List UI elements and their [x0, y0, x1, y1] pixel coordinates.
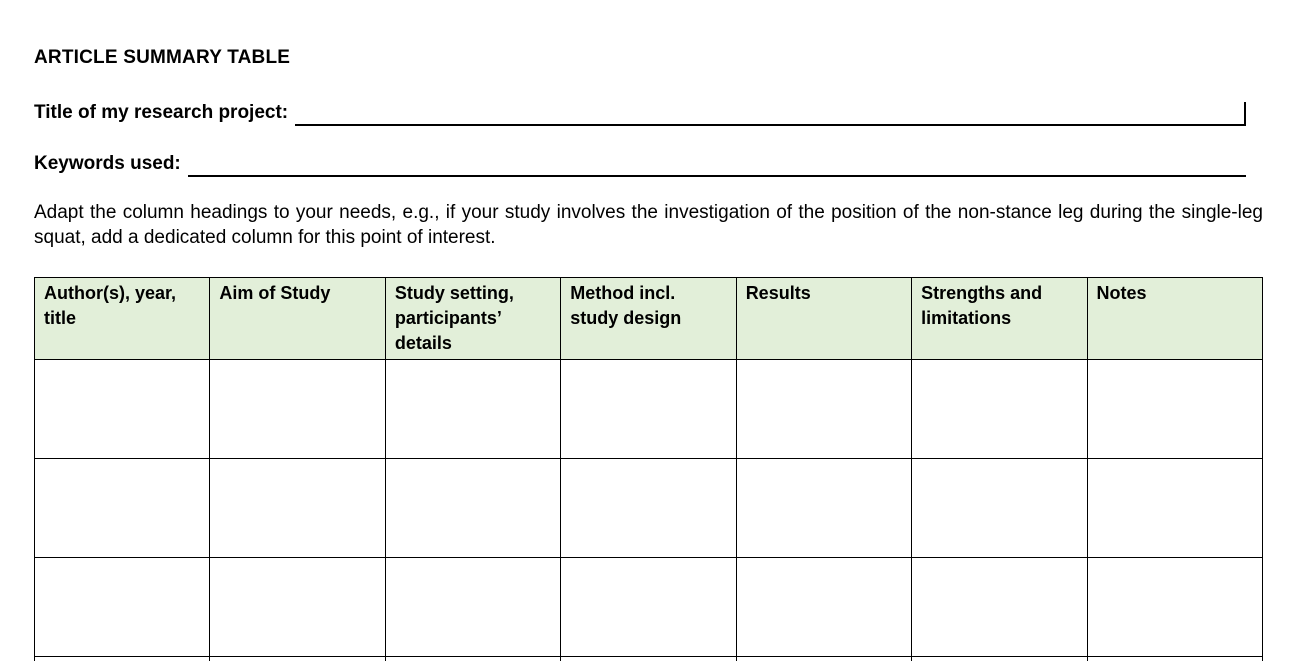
keywords-input-line[interactable] [188, 151, 1246, 177]
table-header [35, 278, 1263, 360]
table-body [35, 360, 1263, 661]
table-row [35, 558, 1263, 657]
empty-cell[interactable] [561, 558, 736, 657]
empty-cell[interactable] [561, 459, 736, 558]
col-header-strengths: Strengths and limitations [912, 278, 1087, 360]
empty-cell[interactable] [561, 360, 736, 459]
empty-cell[interactable] [210, 459, 385, 558]
instructions-line-2: squat, add a dedicated column for this point of interest. [34, 227, 496, 248]
empty-cell[interactable] [1087, 459, 1262, 558]
table-row [35, 360, 1263, 459]
empty-cell[interactable] [35, 360, 210, 459]
empty-cell[interactable] [736, 360, 911, 459]
empty-cell[interactable] [1087, 558, 1262, 657]
table-header-row [35, 278, 1263, 360]
instructions-line-1: Adapt the column headings to your needs, e.g., if your study involves the investigation of the position of the non-stance leg during the single-leg [34, 202, 1263, 223]
instructions-paragraph [34, 200, 1263, 250]
empty-cell[interactable] [736, 459, 911, 558]
empty-cell[interactable] [210, 657, 385, 661]
empty-cell[interactable] [385, 459, 560, 558]
research-title-label: Title of my research project: [34, 102, 289, 123]
document-content [34, 0, 1263, 661]
empty-cell[interactable] [385, 657, 560, 661]
empty-cell[interactable] [210, 558, 385, 657]
empty-cell[interactable] [561, 657, 736, 661]
page-title: ARTICLE SUMMARY TABLE [34, 47, 291, 68]
col-header-results: Results [736, 278, 911, 360]
empty-cell[interactable] [385, 558, 560, 657]
col-header-aim: Aim of Study [210, 278, 385, 360]
keywords-field-row [34, 151, 1246, 177]
table-row [35, 459, 1263, 558]
empty-cell[interactable] [912, 360, 1087, 459]
keywords-label: Keywords used: [34, 153, 181, 174]
col-header-authors: Author(s), year, title [35, 278, 210, 360]
article-summary-table [34, 277, 1263, 661]
research-title-input-line[interactable] [295, 100, 1246, 126]
empty-cell[interactable] [736, 657, 911, 661]
table-row [35, 657, 1263, 661]
empty-cell[interactable] [1087, 360, 1262, 459]
empty-cell[interactable] [35, 657, 210, 661]
text-cursor [1244, 102, 1246, 124]
empty-cell[interactable] [912, 459, 1087, 558]
empty-cell[interactable] [35, 558, 210, 657]
col-header-notes: Notes [1087, 278, 1262, 360]
col-header-method: Method incl. study design [561, 278, 736, 360]
col-header-setting: Study setting, participants’ details [385, 278, 560, 360]
empty-cell[interactable] [1087, 657, 1262, 661]
research-title-field-row [34, 100, 1246, 126]
empty-cell[interactable] [210, 360, 385, 459]
empty-cell[interactable] [736, 558, 911, 657]
empty-cell[interactable] [385, 360, 560, 459]
empty-cell[interactable] [912, 657, 1087, 661]
empty-cell[interactable] [35, 459, 210, 558]
empty-cell[interactable] [912, 558, 1087, 657]
